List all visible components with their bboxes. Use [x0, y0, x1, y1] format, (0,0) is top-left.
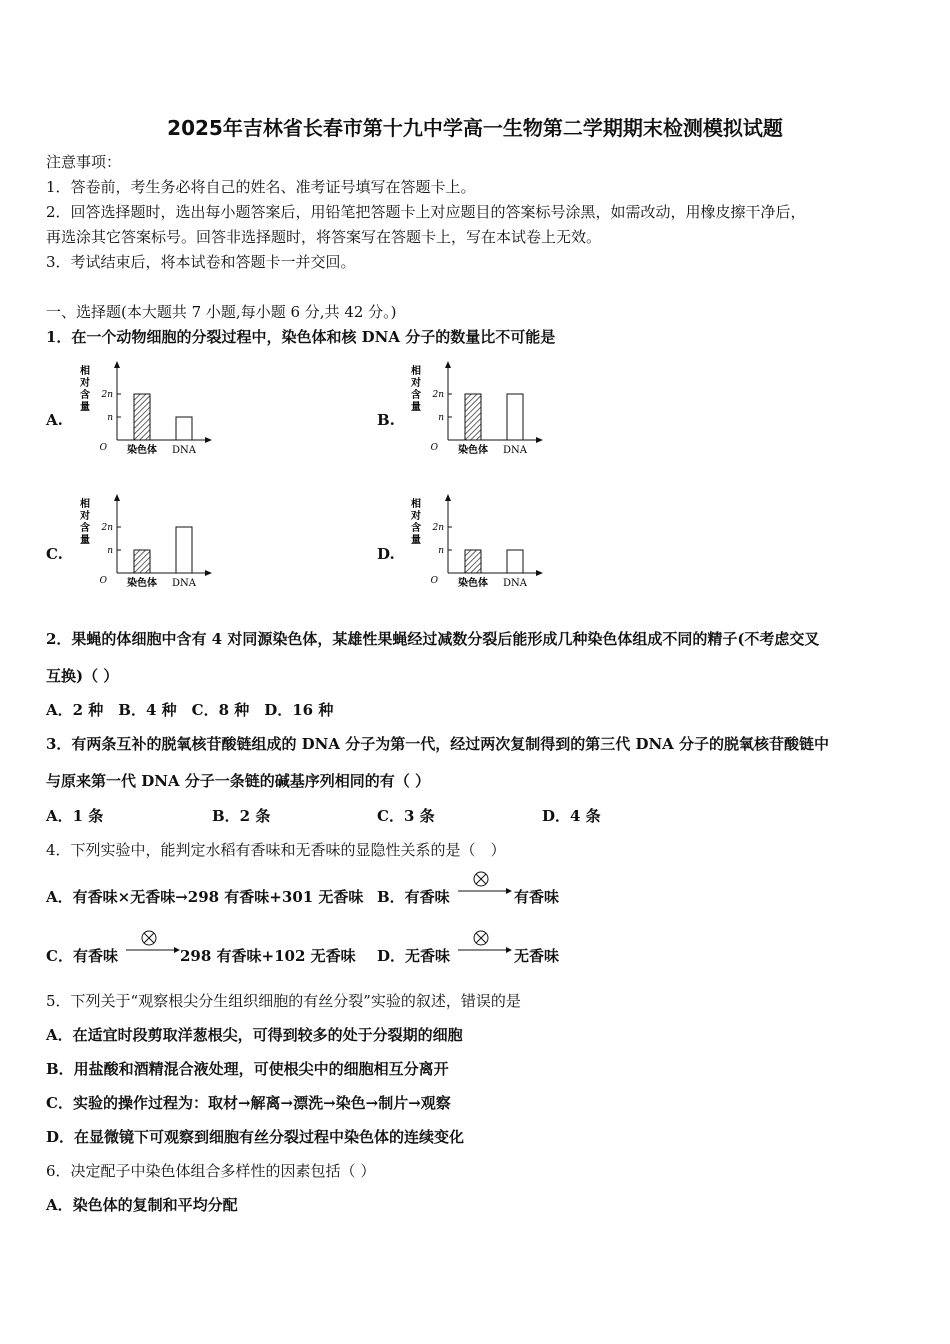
q4-option-b-selfing-arrow: [456, 870, 512, 900]
y-axis-label-char: 对: [411, 378, 421, 389]
notice-item: 3．考试结束后，将本试卷和答题卡一并交回。: [46, 253, 356, 271]
question-2-stem: 2．果蝇的体细胞中含有 4 对同源染色体，某雄性果蝇经过减数分裂后能形成几种染色体组成不同的精子(不考虑交叉: [46, 630, 820, 648]
x-tick-label: DNA: [172, 578, 196, 589]
x-tick-label: 染色体: [458, 578, 488, 589]
y-axis-arrow: [114, 494, 120, 501]
bar-chromosome: [134, 550, 150, 573]
q5-option-b: B．用盐酸和酒精混合液处理，可使根尖中的细胞相互分离开: [46, 1060, 449, 1078]
y-tick-label: n: [107, 413, 113, 423]
question-6-stem: 6．决定配子中染色体组合多样性的因素包括（ ）: [46, 1162, 376, 1180]
bar-chromosome: [134, 394, 150, 440]
q1-option-a-label: A.: [46, 411, 63, 429]
q5-option-d: D．在显微镜下可观察到细胞有丝分裂过程中染色体的连续变化: [46, 1128, 465, 1146]
notice-item: 1．答卷前，考生务必将自己的姓名、准考证号填写在答题卡上。: [46, 178, 476, 196]
y-axis-arrow: [445, 494, 451, 501]
x-tick-label: DNA: [503, 445, 527, 456]
q1-chart-d: [403, 493, 553, 593]
notice-item: 再选涂其它答案标号。回答非选择题时，将答案写在答题卡上，写在本试卷上无效。: [46, 228, 602, 246]
q4-option-a: A．有香味×无香味→298 有香味+301 无香味: [46, 888, 364, 906]
y-axis-label-char: 相: [80, 499, 90, 510]
q1-chart-c: [72, 493, 222, 593]
y-axis-label-char: 量: [80, 402, 90, 413]
q6-option-a: A．染色体的复制和平均分配: [46, 1196, 238, 1214]
q1-option-b-label: B.: [377, 411, 395, 429]
question-4-stem: 4．下列实验中，能判定水稻有香味和无香味的显隐性关系的是（ ）: [46, 841, 506, 859]
q5-option-a: A．在适宜时段剪取洋葱根尖，可得到较多的处于分裂期的细胞: [46, 1026, 463, 1044]
x-tick-label: DNA: [503, 578, 527, 589]
q3-option-c: C．3 条: [377, 807, 435, 825]
question-5-stem: 5．下列关于“观察根尖分生组织细胞的有丝分裂”实验的叙述，错误的是: [46, 992, 521, 1010]
question-3-stem-cont: 与原来第一代 DNA 分子一条链的碱基序列相同的有（ ）: [46, 772, 431, 790]
y-axis-label-char: 相: [411, 366, 421, 377]
y-axis-label-char: 量: [411, 402, 421, 413]
y-tick-label: O: [430, 443, 438, 453]
q4-option-c-right: 298 有香味+102 无香味: [180, 947, 356, 965]
page-title: 2025年吉林省长春市第十九中学高一生物第二学期期末检测模拟试题: [167, 116, 783, 140]
question-2-stem-cont: 互换)（ ）: [46, 667, 119, 685]
q3-option-b: B．2 条: [212, 807, 271, 825]
x-tick-label: DNA: [172, 445, 196, 456]
y-axis-arrow: [114, 361, 120, 368]
y-tick-label: n: [107, 546, 113, 556]
y-axis-label-char: 含: [80, 390, 90, 401]
section-heading: 一、选择题(本大题共 7 小题,每小题 6 分,共 42 分。): [46, 303, 397, 321]
question-3-stem: 3．有两条互补的脱氧核苷酸链组成的 DNA 分子为第一代，经过两次复制得到的第三代 DNA 分子的脱氧核苷酸链中: [46, 735, 830, 753]
notice-item: 2．回答选择题时，选出每小题答案后，用铅笔把答题卡上对应题目的答案标号涂黑，如需改动，用橡皮擦干净后，: [46, 203, 806, 221]
q4-option-c-left: C．有香味: [46, 947, 118, 965]
y-tick-label: 2n: [101, 390, 113, 400]
y-axis-label-char: 含: [411, 390, 421, 401]
x-tick-label: 染色体: [127, 578, 157, 589]
bar-dna: [507, 550, 523, 573]
x-axis-arrow: [536, 437, 543, 443]
y-axis-label-char: 对: [80, 511, 90, 522]
q4-option-d-selfing-arrow: [456, 929, 512, 959]
bar-dna: [507, 394, 523, 440]
y-axis-label-char: 含: [80, 523, 90, 534]
q5-option-c: C．实验的操作过程为：取材→解离→漂洗→染色→制片→观察: [46, 1094, 451, 1112]
y-tick-label: O: [99, 576, 107, 586]
q3-option-a: A．1 条: [46, 807, 104, 825]
y-tick-label: 2n: [432, 523, 444, 533]
y-axis-label-char: 含: [411, 523, 421, 534]
bar-dna: [176, 527, 192, 573]
y-tick-label: n: [438, 413, 444, 423]
bar-chromosome: [465, 394, 481, 440]
y-axis-label-char: 量: [80, 535, 90, 546]
question-1-stem: 1．在一个动物细胞的分裂过程中，染色体和核 DNA 分子的数量比不可能是: [46, 328, 556, 346]
y-axis-label-char: 量: [411, 535, 421, 546]
y-tick-label: 2n: [432, 390, 444, 400]
q4-option-d-right: 无香味: [514, 947, 560, 965]
bar-chromosome: [465, 550, 481, 573]
bar-dna: [176, 417, 192, 440]
q3-option-d: D．4 条: [542, 807, 601, 825]
question-2-options: A．2 种 B．4 种 C．8 种 D．16 种: [46, 701, 334, 719]
q4-option-c-selfing-arrow: [124, 929, 180, 959]
q4-option-b-right: 有香味: [514, 888, 560, 906]
q1-chart-a: [72, 360, 222, 460]
y-axis-arrow: [445, 361, 451, 368]
q4-option-d-left: D．无香味: [377, 947, 451, 965]
y-axis-label-char: 对: [411, 511, 421, 522]
x-axis-arrow: [536, 570, 543, 576]
q4-option-b-left: B．有香味: [377, 888, 450, 906]
x-axis-arrow: [205, 437, 212, 443]
x-axis-arrow: [205, 570, 212, 576]
y-axis-label-char: 相: [411, 499, 421, 510]
x-tick-label: 染色体: [458, 445, 488, 456]
q1-chart-b: [403, 360, 553, 460]
q1-option-c-label: C.: [46, 545, 63, 563]
y-tick-label: n: [438, 546, 444, 556]
y-axis-label-char: 对: [80, 378, 90, 389]
y-tick-label: 2n: [101, 523, 113, 533]
y-axis-label-char: 相: [80, 366, 90, 377]
q1-option-d-label: D.: [377, 545, 395, 563]
x-tick-label: 染色体: [127, 445, 157, 456]
notice-heading: 注意事项：: [46, 153, 122, 171]
y-tick-label: O: [99, 443, 107, 453]
y-tick-label: O: [430, 576, 438, 586]
